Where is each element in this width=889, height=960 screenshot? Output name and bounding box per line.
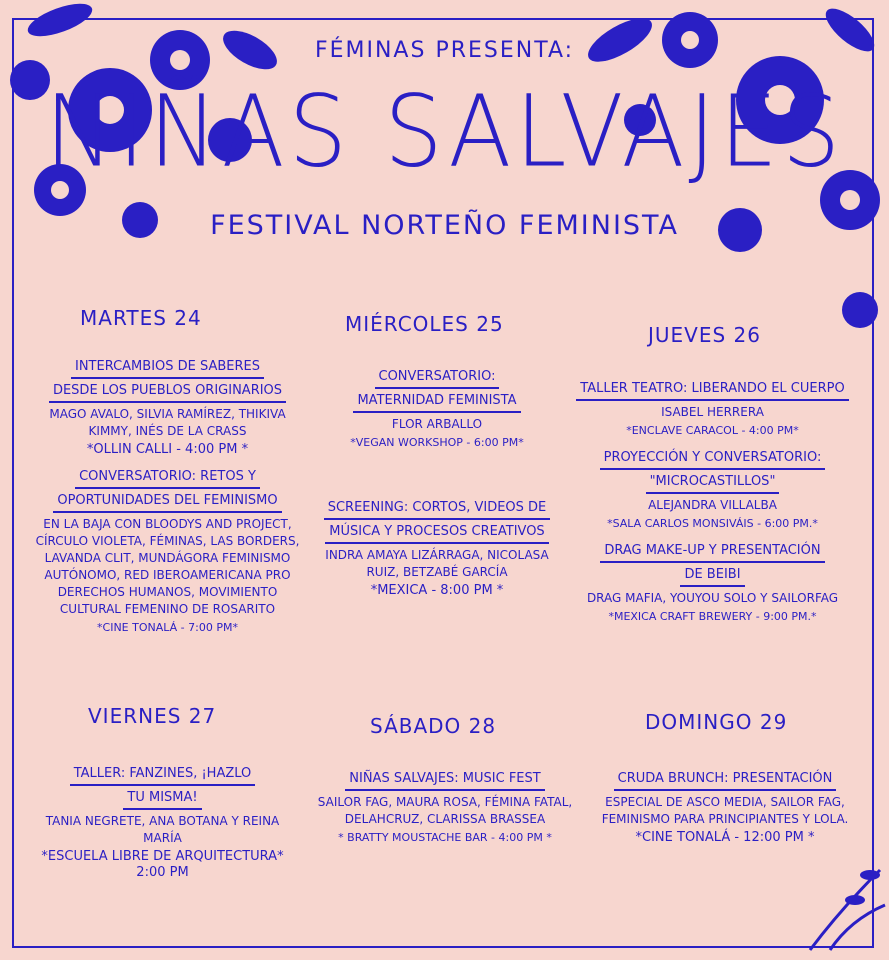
- day-heading-viernes: VIERNES 27: [88, 704, 217, 728]
- event-fanzines: TALLER: FANZINES, ¡HAZLO TU MISMA! TANIA NEGRETE, ANA BOTANA Y REINA MARÍA *ESCUELA LIBRE DE ARQUITECTURA* 2:00 PM: [41, 766, 284, 880]
- event-maternidad: CONVERSATORIO: MATERNIDAD FEMINISTA FLOR ARBALLO *VEGAN WORKSHOP - 6:00 PM*: [350, 369, 524, 449]
- event-cruda-brunch: CRUDA BRUNCH: PRESENTACIÓN ESPECIAL DE ASCO MEDIA, SAILOR FAG, FEMINISMO PARA PRINCIPIANTES Y LOLA. *CINE TONALÁ - 12:00 PM *: [601, 771, 849, 845]
- sabado-column: [310, 770, 580, 856]
- viernes-column: [35, 765, 290, 891]
- day-heading-domingo: DOMINGO 29: [645, 710, 788, 734]
- event-conversatorio-retos: CONVERSATORIO: RETOS Y OPORTUNIDADES DEL FEMINISMO EN LA BAJA CON BLOODYS AND PROJECT, CÍRCULO VIOLETA, FÉMINAS, LAS BORDERS, LAVANDA CLIT, MUNDÁGORA FEMINISMO AUTÓNOMO, RED IBEROAMERICANA PRO DERECHOS HUMANOS, MOVIMIENTO CULTURAL FEMENINO DE ROSARITO *CINE TONALÁ - 7:00 PM*: [35, 469, 300, 634]
- day-heading-jueves: JUEVES 26: [648, 323, 761, 347]
- day-heading-miercoles: MIÉRCOLES 25: [345, 312, 504, 336]
- miercoles-column: [312, 368, 562, 609]
- flowers-bottom-right-decoration: [800, 850, 889, 960]
- event-screening: SCREENING: CORTOS, VIDEOS DE MÚSICA Y PROCESOS CREATIVOS INDRA AMAYA LIZÁRRAGA, NICOLASA RUIZ, BETZABÉ GARCÍA *MEXICA - 8:00 PM *: [325, 500, 549, 598]
- day-heading-sabado: SÁBADO 28: [370, 714, 497, 738]
- jueves-column: [570, 380, 855, 635]
- event-drag-makeup: DRAG MAKE-UP Y PRESENTACIÓN DE BEIBI DRAG MAFIA, YOUYOU SOLO Y SAILORFAG *MEXICA CRAFT BREWERY - 9:00 PM.*: [586, 543, 839, 623]
- day-heading-martes: MARTES 24: [80, 306, 202, 330]
- event-taller-teatro: TALLER TEATRO: LIBERANDO EL CUERPO ISABEL HERRERA *ENCLAVE CARACOL - 4:00 PM*: [570, 380, 855, 439]
- festival-subtitle: FESTIVAL NORTEÑO FEMINISTA: [210, 210, 679, 241]
- event-music-fest: NIÑAS SALVAJES: MUSIC FEST SAILOR FAG, MAURA ROSA, FÉMINA FATAL, DELAHCRUZ, CLARISSA BRASSEA * BRATTY MOUSTACHE BAR - 4:00 PM *: [317, 771, 573, 844]
- martes-column: [30, 358, 305, 646]
- domingo-column: [590, 770, 860, 856]
- event-intercambios: INTERCAMBIOS DE SABERES DESDE LOS PUEBLOS ORIGINARIOS MAGO AVALO, SILVIA RAMÍREZ, THIKIVA KIMMY, INÉS DE LA CRASS *OLLIN CALLI - 4:00 PM *: [49, 359, 286, 457]
- event-microcastillos: PROYECCIÓN Y CONVERSATORIO: "MICROCASTILLOS" ALEJANDRA VILLALBA *SALA CARLOS MONSIVÁIS - 6:00 PM.*: [570, 449, 855, 532]
- festival-title: NIÑAS SALVAJES: [44, 73, 845, 190]
- presenta-line: FÉMINAS PRESENTA:: [314, 38, 575, 63]
